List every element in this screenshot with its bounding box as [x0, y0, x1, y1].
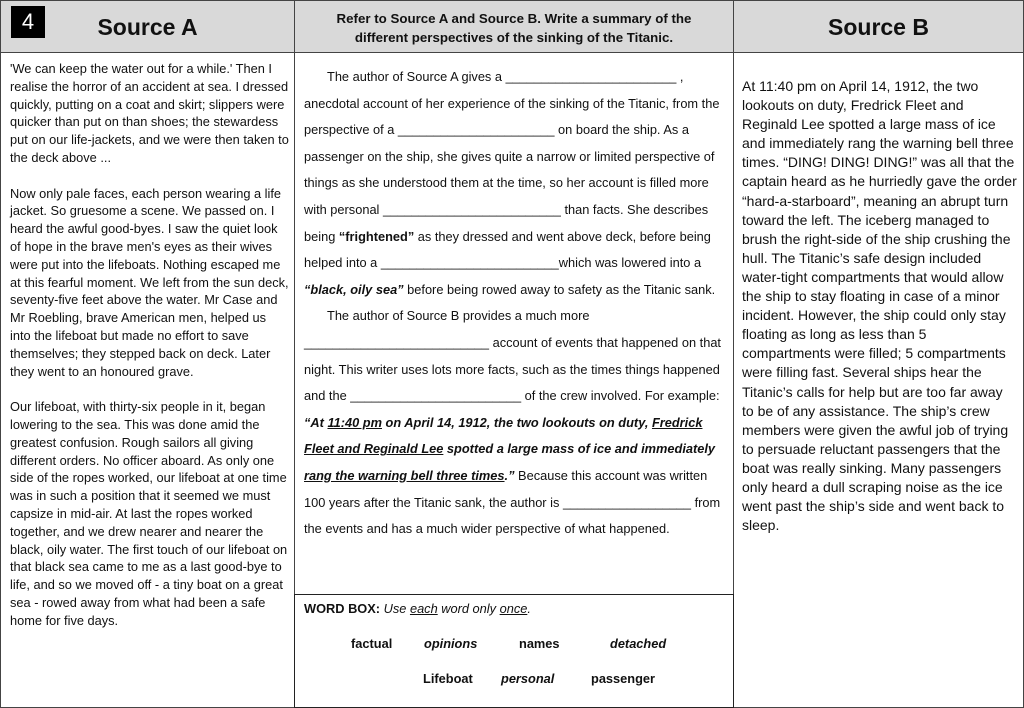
summary-text-run: The author of Source A gives a	[327, 69, 506, 84]
source-a-paragraph: Now only pale faces, each person wearing a life jacket. So gruesome a scene. We passed on. I heard the awful good-byes. I saw the quiet look of hope in the brave men's eyes as their wives were put into the lifeboats. Nothing escaped me at this fearful moment. We left from the sun deck, seventy-five feet above the water. Mr Case and Mr Roebling, brave American men, helped us into the lifeboat but made no effort to save themselves; they stepped back on deck. Later they went to an honoured grave.	[10, 185, 289, 379]
answer-blank[interactable]: _________________________	[382, 201, 561, 217]
word-passenger[interactable]: passenger	[591, 671, 656, 686]
answer-blank[interactable]: ________________________	[350, 388, 522, 404]
answer-blank[interactable]: __________________	[562, 494, 692, 510]
source-a-text	[10, 60, 290, 647]
summary-text	[304, 64, 728, 543]
example-quote-underlined: 11:40 pm	[327, 414, 382, 430]
summary-text-run: from the events and has a much wider perspective of what happened.	[304, 494, 721, 537]
example-quote-underlined: rang the warning bell three times	[304, 467, 505, 483]
source-a-title: Source A	[97, 14, 198, 40]
example-quote: “At	[304, 414, 328, 430]
source-a-panel	[0, 52, 295, 708]
word-names[interactable]: names	[519, 636, 560, 651]
summary-text-run: of the crew involved. For example:	[521, 388, 720, 404]
source-b-title: Source B	[828, 14, 929, 40]
word-factual[interactable]: factual	[351, 636, 393, 651]
task-instruction: Refer to Source A and Source B. Write a summary of the different perspectives of the sinking of the Titanic.	[336, 11, 692, 45]
example-quote-underlined: Fredrick Fleet and Reginald Lee	[304, 414, 703, 457]
answer-blank[interactable]: ________________________	[505, 69, 677, 84]
example-quote: on April 14, 1912, the two lookouts on duty,	[382, 414, 652, 430]
summary-text-run: which was lowered into a	[558, 255, 702, 271]
summary-text-run: as they dressed and went above deck, before being helped into a	[304, 228, 711, 271]
task-header	[294, 0, 734, 53]
summary-text-run: , anecdotal account of her experience of the sinking of the Titanic, from the perspective of a	[304, 69, 720, 138]
source-b-text: At 11:40 pm on April 14, 1912, the two lookouts on duty, Fredrick Fleet and Reginald Lee spotted a large mass of ice and immediately rang the warning bell three times. “DING! DING! DING!” was all that the captain heard as he hurriedly gave the order “hard-a-starboard”, meaning an abrupt turn toward the left. The iceberg managed to brush the right-side of the ship crushing the hull. The Titanic’s safe design included water-tight compartments that would allow the ship to stay floating in case of a minor incident. However, the ship could only stay floating as long as less than 5 compartments were filled; 5 compartments were filling fast. Several ships hear the Titanic’s calls for help but are too far away to be of any assistance. The ship’s crew members were given the awful job of trying to persuade reluctant passengers that the boat was really sinking. Many passengers only heard a dull scraping noise as the ice went past the ship’s side and went back to sleep.	[742, 78, 1017, 534]
answer-blank[interactable]: _________________________	[380, 255, 559, 271]
source-b-header	[733, 0, 1024, 53]
answer-blank[interactable]: ______________________	[397, 122, 555, 138]
source-a-header	[0, 0, 295, 53]
slide-number-badge: 4	[11, 6, 45, 38]
word-box	[294, 594, 734, 708]
source-a-paragraph: 'We can keep the water out for a while.' Then I realise the horror of an accident at sea. I dressed quickly, putting on a coat and skirt; slippers were quicker than put on than shoes; the stewardess put on our life-jackets, and we were then taken to the deck above ...	[10, 61, 289, 165]
example-quote: spotted a large mass of ice and immediately	[443, 441, 716, 457]
answer-blank[interactable]: __________________________	[304, 334, 490, 350]
word-detached[interactable]: detached	[610, 636, 667, 651]
summary-text-run: The author of Source B provides a much more	[327, 308, 590, 324]
quote-black-oily-sea: “black, oily sea”	[304, 281, 404, 297]
word-opinions[interactable]: opinions	[424, 636, 478, 651]
word-lifeboat[interactable]: Lifeboat	[423, 671, 473, 686]
word-personal[interactable]: personal	[501, 671, 555, 686]
example-quote: .”	[504, 467, 515, 483]
instruction-run: Use	[383, 601, 410, 616]
source-b-panel	[733, 52, 1024, 708]
instruction-run: word only	[437, 601, 500, 616]
summary-text-run: before being rowed away to safety as the Titanic sank.	[403, 281, 716, 297]
source-a-paragraph: Our lifeboat, with thirty-six people in it, began lowering to the sea. This was done amid the greatest confusion. Rough sailors all giving different orders. No officer aboard. As only one side of the ropes worked, our lifeboat at one time was in such a position that it seemed we must capsize in mid-air. At last the ropes worked together, and we drew nearer and nearer the black, oily water. The first touch of our lifeboat on that black sea came to me as a last good-bye to life, and so we moved off - a tiny boat on a great sea - rowed away from what had been a safe home for five days.	[10, 399, 288, 628]
word-box-title	[304, 601, 531, 616]
instruction-each: each	[409, 601, 438, 616]
quote-frightened: “frightened”	[338, 228, 415, 244]
summary-text-run: on board the ship. As a passenger on the ship, she gives quite a narrow or limited perspective of things as she understood them at the time, so her account is filled more with personal	[304, 122, 715, 217]
instruction-once: once	[499, 601, 528, 616]
summary-text-run: account of events that happened on that night. This writer uses lots more facts, such as the times things happened and the	[304, 334, 721, 404]
word-box-label: WORD BOX:	[304, 601, 381, 616]
instruction-run: .	[527, 601, 531, 616]
summary-text-run: than facts. She describes being	[304, 201, 709, 244]
summary-text-run: Because this account was written 100 years after the Titanic sank, the author is	[304, 467, 708, 510]
word-box-instruction	[384, 601, 531, 616]
